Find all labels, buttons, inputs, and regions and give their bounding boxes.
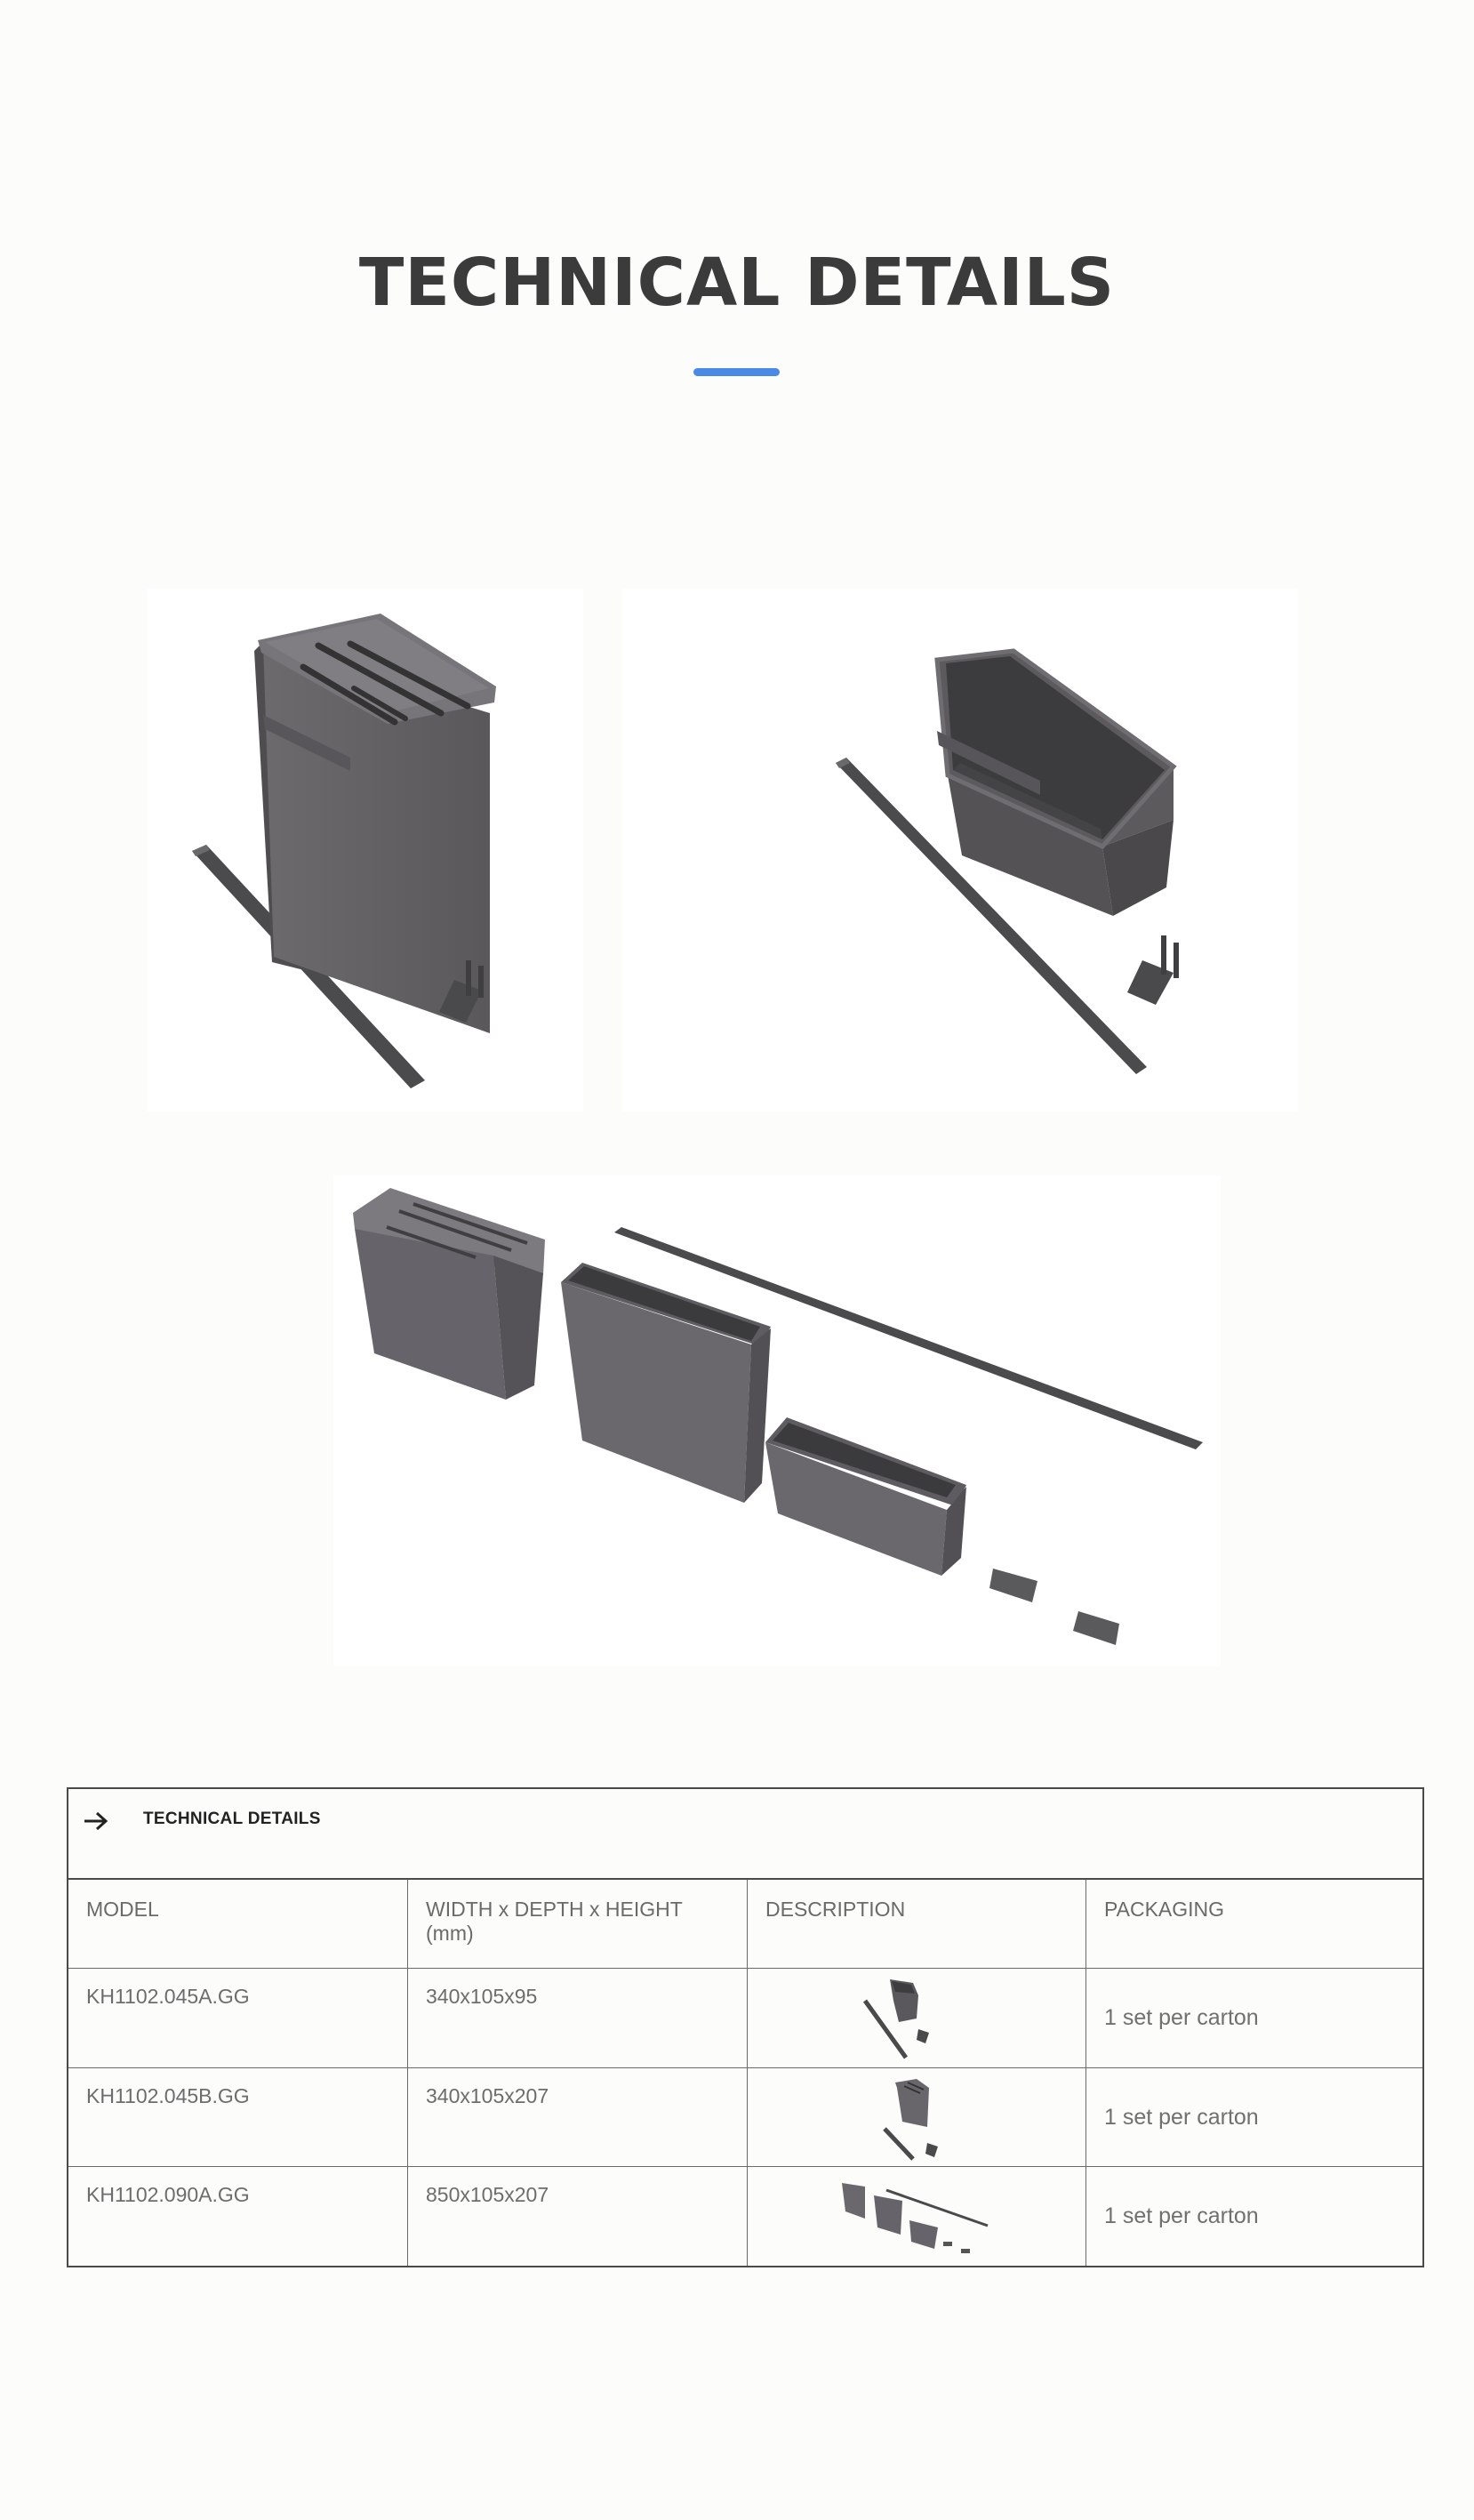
table-heading-label: TECHNICAL DETAILS [143, 1810, 321, 1828]
specs-grid [68, 1880, 1422, 2266]
description-cell [748, 2068, 1086, 2167]
packaging-cell: 1 set per carton [1104, 2203, 1259, 2228]
column-header-description: DESCRIPTION [748, 1880, 1086, 1969]
product-photo-knife-block [148, 589, 583, 1112]
column-header-model: MODEL [68, 1880, 408, 1969]
column-header-packaging: PACKAGING [1086, 1880, 1422, 1969]
full-set-thumbnail-icon [838, 2176, 989, 2259]
full-set-icon [333, 1176, 1221, 1666]
packaging-cell: 1 set per carton [1086, 1969, 1422, 2068]
dimensions-cell: 340x105x95 [408, 1969, 748, 2068]
description-cell [748, 2167, 1086, 2266]
knife-block-icon [148, 589, 583, 1112]
product-photo-container [622, 589, 1298, 1112]
technical-details-table [67, 1787, 1424, 2267]
table-heading [68, 1789, 1422, 1880]
page-title: TECHNICAL DETAILS [358, 245, 1116, 321]
arrow-right-icon [81, 1809, 111, 1834]
container-set-thumbnail-icon [854, 1976, 940, 2059]
model-cell: KH1102.045A.GG [68, 1969, 408, 2068]
dimensions-cell: 850x105x207 [408, 2167, 748, 2266]
column-header-dimensions: WIDTH x DEPTH x HEIGHT (mm) [408, 1880, 748, 1969]
packaging-cell: 1 set per carton [1086, 2068, 1422, 2167]
description-cell [748, 1969, 1086, 2068]
dimensions-cell: 340x105x207 [408, 2068, 748, 2167]
model-cell: KH1102.090A.GG [68, 2167, 408, 2266]
utensil-container-icon [622, 589, 1298, 1112]
product-photo-full-set [333, 1176, 1221, 1666]
title-underline [693, 368, 780, 376]
model-cell: KH1102.045B.GG [68, 2068, 408, 2167]
knife-block-set-thumbnail-icon [881, 2077, 952, 2163]
